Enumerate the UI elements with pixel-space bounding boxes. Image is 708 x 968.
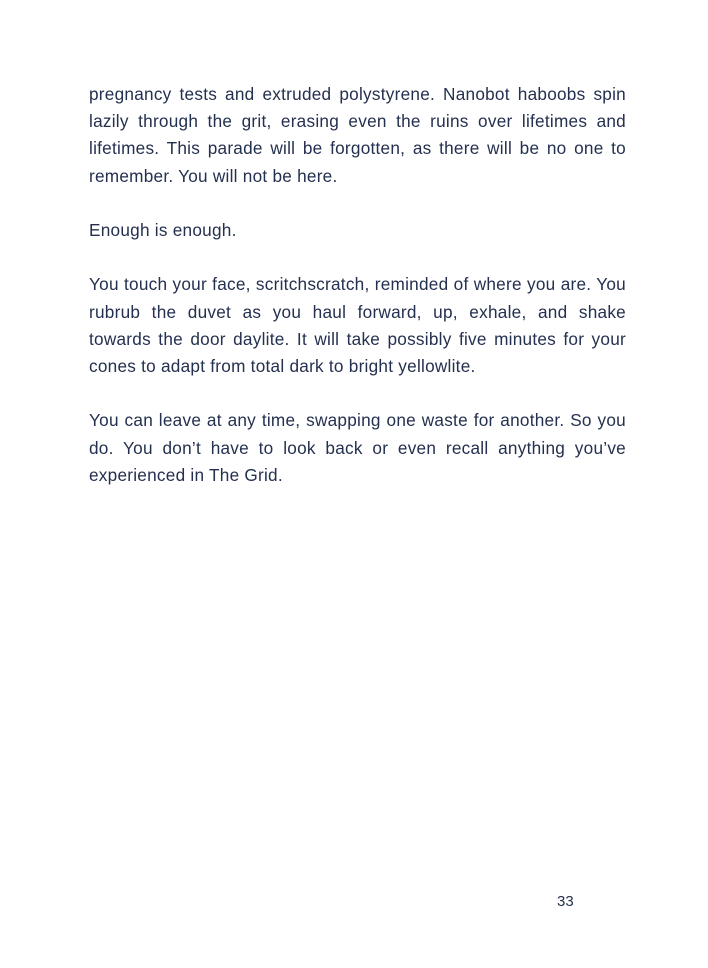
paragraph-3: You touch your face, scritchscratch, reminded of where you are. You rubrub the duvet as you haul forward, up, exhale, and shake towards the door daylite. It will take possibly five minutes for your cones to adapt from total dark to bright yellowlite. bbox=[89, 274, 626, 376]
paragraph-2: Enough is enough. bbox=[89, 220, 237, 240]
body-text bbox=[89, 81, 626, 516]
paragraph-4: You can leave at any time, swapping one waste for another. So you do. You don’t have to look back or even recall anything you’ve experienced in The Grid. bbox=[89, 410, 626, 485]
page-number: 33 bbox=[557, 893, 574, 910]
paragraph-1: pregnancy tests and extruded polystyrene. Nanobot haboobs spin lazily through the grit, erasing even the ruins over lifetimes and lifetimes. This parade will be forgotten, as there will be no one to remember. You will not be here. bbox=[89, 84, 626, 186]
